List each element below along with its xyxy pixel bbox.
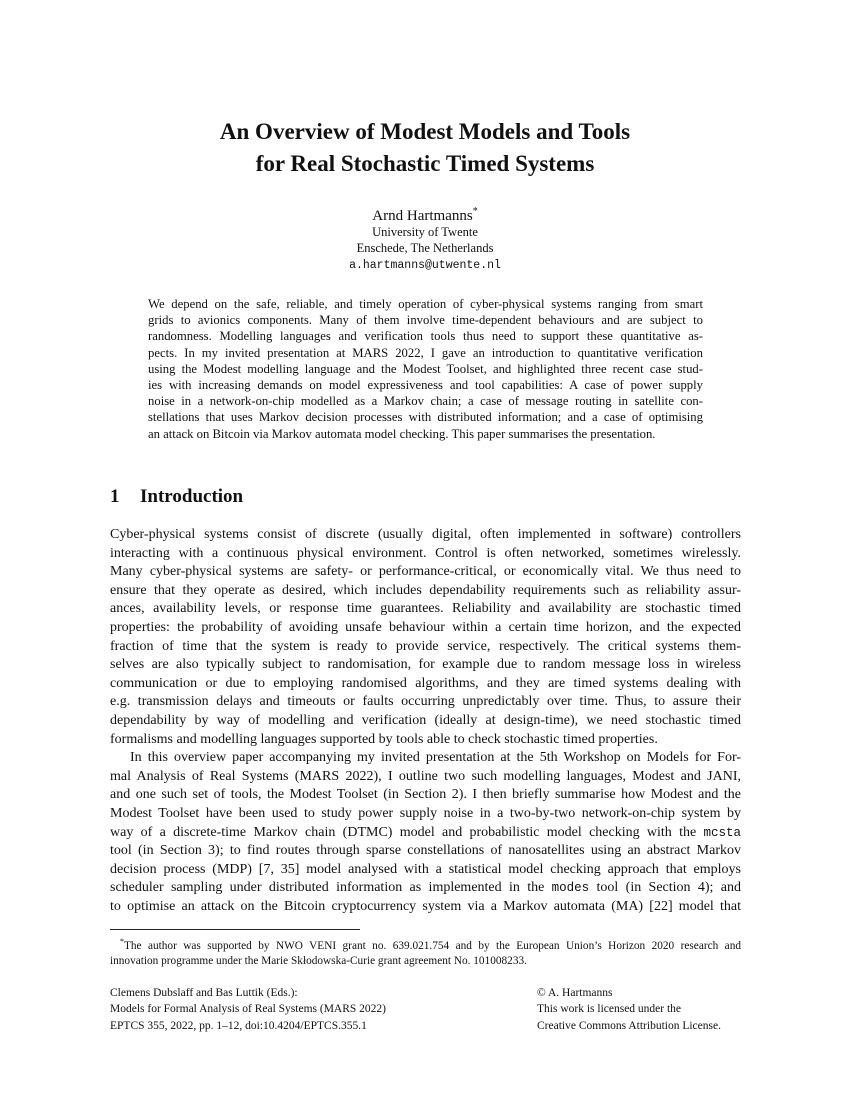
footnote-text: The author was supported by NWO VENI grant no. 639.021.754 and by the European Union’s Horizon 2020 research and [124, 939, 741, 952]
license-line: Creative Commons Attribution License. [537, 1019, 721, 1032]
author-text: Arnd Hartmanns [372, 208, 473, 224]
abstract-line: We depend on the safe, reliable, and timely operation of cyber-physical systems ranging from smart [148, 297, 703, 311]
paragraph-line [110, 879, 741, 898]
section-title: Introduction [140, 486, 244, 507]
body-text [110, 526, 741, 916]
tool-name-modes: modes [551, 881, 590, 896]
abstract-line: an attack on Bitcoin via Markov automata model checking. This paper summarises the presentation. [148, 426, 656, 441]
paragraph-line: In this overview paper accompanying my invited presentation at the 5th Workshop on Models for For- [130, 750, 741, 766]
paragraph-line: interacting with a continuous physical environment. Control is often networked, sometimes wirelessly. [110, 545, 741, 561]
title-line: for Real Stochastic Timed Systems [255, 151, 595, 176]
tool-name-mcsta: mcsta [703, 825, 742, 840]
abstract-line: randomness. Modelling languages and verification tools thus need to support these quantitative as- [148, 329, 703, 344]
paragraph-line: decision process (MDP) [7, 35] model analysed with a statistical model checking approach that employs [110, 861, 741, 877]
paragraph-line: formalisms and modelling languages supported by tools able to check stochastic timed properties. [110, 731, 658, 747]
paragraph-line: ensure that they operate as desired, which includes dependability requirements such as reliability assur- [110, 582, 741, 598]
affiliation-line: University of Twente [372, 225, 478, 239]
footnote-line: innovation programme under the Marie Skłodowska-Curie grant agreement No. 101008233. [110, 954, 527, 967]
paragraph-line: Cyber-physical systems consist of discrete (usually digital, often implemented in software) controllers [110, 527, 741, 542]
title-line: An Overview of Modest Models and Tools [219, 119, 631, 144]
proceedings-line: Clemens Dubslaff and Bas Luttik (Eds.): [110, 987, 298, 999]
paragraph-line: dependability by way of modelling and verification (ideally at design-time), we need stochastic timed [110, 712, 741, 728]
paragraph-line: ances, availability levels, or response time guarantees. Reliability and availability are stochastic timed [110, 601, 741, 617]
section-number: 1 [110, 486, 120, 507]
affiliation [0, 225, 850, 256]
paragraph-line: and one such set of tools, the Modest Toolset (in Section 2). I then briefly summarise how Modest and the [110, 787, 741, 803]
paragraph-line [110, 824, 741, 843]
author-footnote-mark: * [472, 206, 478, 217]
affiliation-line: Enschede, The Netherlands [356, 240, 494, 255]
abstract-line: grids to avionics components. Many of them involve time-dependent behaviours and are subject to [148, 313, 703, 328]
license-line: This work is licensed under the [537, 1003, 682, 1016]
paragraph-line: to optimise an attack on the Bitcoin cryptocurrency system via a Markov automata (MA) [22] model that [110, 898, 741, 914]
abstract-line: noise in a network-on-chip modelled as a Markov chain; a case of message routing in satellite con- [148, 394, 703, 409]
footnote [110, 934, 741, 969]
abstract-line: using the Modest modelling language and the Modest Toolset, and highlighted three recent case stud- [148, 361, 703, 376]
paragraph-line: fraction of time that the system is ready to provide service, respectively. The critical systems them- [110, 638, 741, 654]
paragraph-line: properties: the probability of avoiding unsafe behaviour within a certain time horizon, and the expected [110, 619, 741, 635]
proceedings-line: Models for Formal Analysis of Real Systems (MARS 2022) [110, 1003, 386, 1016]
paragraph-text: tool (in Section 4); and [596, 880, 741, 896]
proceedings-info [110, 985, 510, 1034]
author-email: a.hartmanns@utwente.nl [349, 259, 501, 272]
abstract-line: ies with increasing demands on model expressiveness and tool capabilities: A case of power supply [148, 378, 703, 393]
footnote-rule [110, 929, 360, 930]
paragraph-line: e.g. transmission delays and timeouts or faults occurring unpredictably over time. Thus, to assure their [110, 694, 741, 710]
paragraph-line: Many cyber-physical systems are safety- or performance-critical, or economically vital. We thus need to [110, 564, 741, 580]
paragraph-line: communication or due to employing randomised algorithms, and they are timed systems dealing with [110, 675, 741, 691]
abstract-line: pects. In my invited presentation at MARS 2022, I gave an introduction to quantitative verification [148, 345, 703, 360]
abstract [148, 296, 703, 442]
paper-title [0, 116, 850, 180]
author-name [0, 202, 850, 226]
paragraph-text: scheduler sampling under distributed information as implemented in the [110, 880, 545, 896]
copyright-line: © A. Hartmanns [537, 987, 613, 999]
paragraph-line: Modest Toolset have been used to study power supply noise in a two-by-two network-on-chip system by [110, 805, 741, 821]
paragraph-line: selves are also typically subject to randomisation, for example due to random message loss in wireless [110, 657, 741, 673]
footnote-mark: * [120, 937, 124, 946]
proceedings-line: EPTCS 355, 2022, pp. 1–12, doi:10.4204/EPTCS.355.1 [110, 1019, 367, 1032]
footnote-line [110, 934, 741, 954]
section-heading [110, 484, 243, 510]
paragraph-line: tool (in Section 3); to find routes through sparse constellations of nanosatellites using an abstract Markov [110, 843, 741, 859]
paragraph-text: way of a discrete-time Markov chain (DTMC) model and probabilistic model checking with the [110, 824, 697, 840]
paragraph-line: mal Analysis of Real Systems (MARS 2022), I outline two such modelling languages, Modest and JANI, [110, 768, 741, 784]
license-info [537, 985, 747, 1034]
abstract-line: stellations that uses Markov decision processes with distributed information; and a case of optimising [148, 410, 703, 425]
